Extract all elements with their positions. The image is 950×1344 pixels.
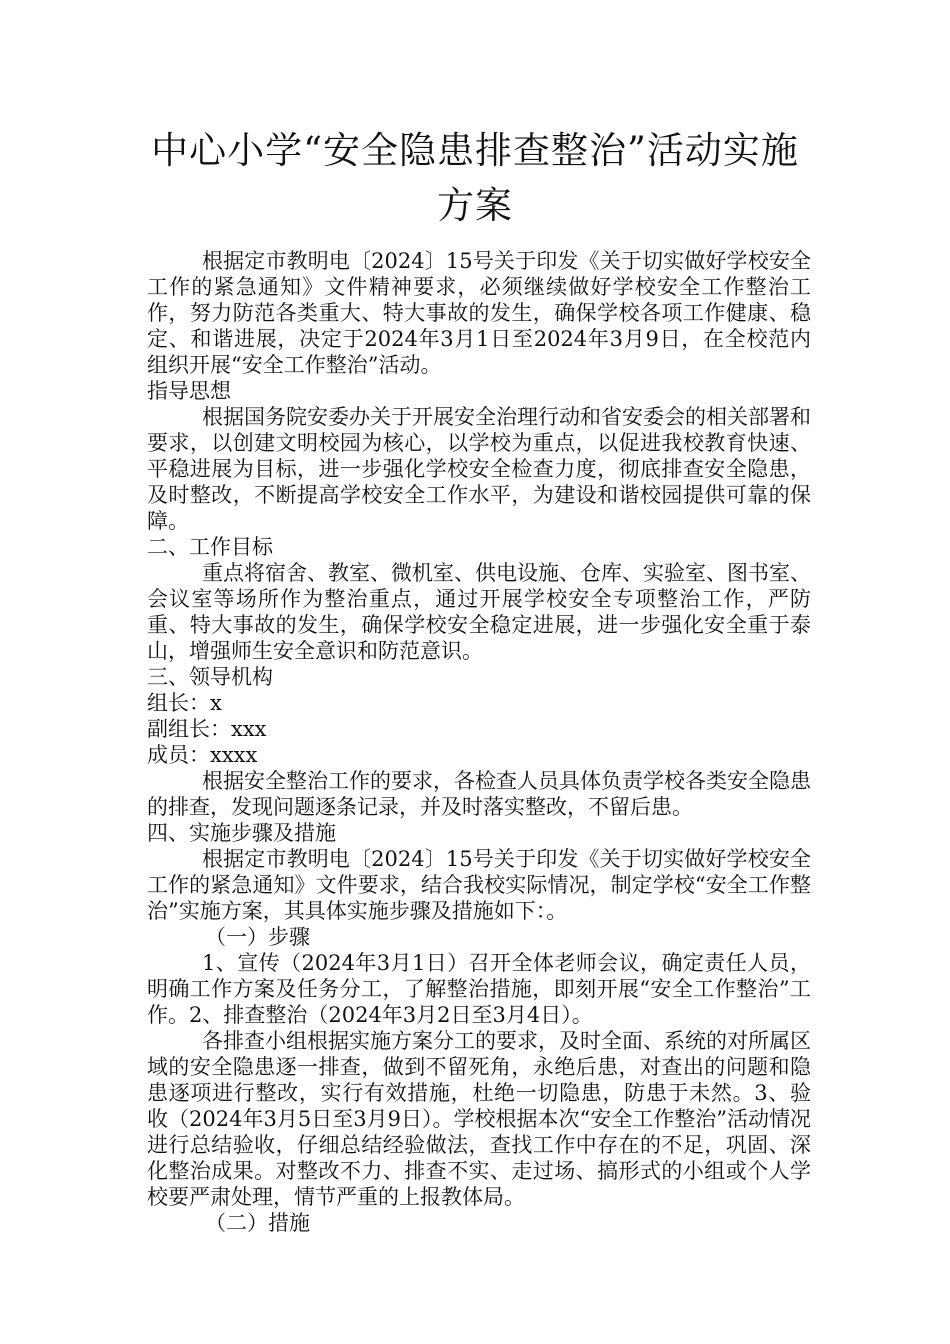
leader-line: 组长：x bbox=[147, 691, 222, 715]
intro-paragraph: 根据定市教明电〔2024〕15号关于印发《关于切实做好学校安全工作的紧急通知》文件精神要求，必须继续做好学校安全工作整治工作，努力防范各类重大、特大事故的发生，确保学校各项工作健康、稳定、和谐进展，决定于2024年3月1日至2024年3月9日，在全校范内组织开展“安全工作整治”活动。 bbox=[147, 249, 811, 377]
subsection-heading-steps: （一）步骤 bbox=[205, 925, 310, 949]
section-heading-leadership: 三、领导机构 bbox=[147, 665, 273, 689]
steps-measures-paragraph: 根据定市教明电〔2024〕15号关于印发《关于切实做好学校安全工作的紧急通知》文件要求，结合我校实际情况，制定学校“安全工作整治”实施方案，其具体实施步骤及措施如下：。 bbox=[147, 847, 811, 923]
step-publicity-paragraph: 1、宣传（2024年3月1日）召开全体老师会议，确定责任人员，明确工作方案及任务分工，了解整治措施，即刻开展“安全工作整治”工作。2、排查整治（2024年3月2日至3月4日）。 bbox=[147, 951, 811, 1027]
document-title-line-1: 中心小学“安全隐患排查整治”活动实施 bbox=[151, 129, 799, 172]
step-inspection-paragraph: 各排查小组根据实施方案分工的要求，及时全面、系统的对所属区域的安全隐患逐一排查，做到不留死角，永绝后患，对查出的问题和隐患逐项进行整改，实行有效措施，杜绝一切隐患，防患于未然。3、验收（2024年3月5日至3月9日）。学校根据本次“安全工作整治”活动情况进行总结验收，仔细总结经验做法，查找工作中存在的不足，巩固、深化整治成果。对整改不力、排查不实、走过场、搞形式的小组或个人学校要严肃处理，情节严重的上报教体局。 bbox=[147, 1029, 811, 1209]
members-line: 成员：xxxx bbox=[147, 743, 258, 767]
document-body bbox=[147, 248, 811, 1236]
section-heading-steps-measures: 四、实施步骤及措施 bbox=[147, 821, 336, 845]
document-title-line-2: 方案 bbox=[437, 184, 513, 227]
leadership-duty-paragraph: 根据安全整治工作的要求，各检查人员具体负责学校各类安全隐患的排查，发现问题逐条记录，并及时落实整改，不留后患。 bbox=[147, 769, 811, 819]
subsection-heading-measures: （二）措施 bbox=[205, 1211, 310, 1235]
deputy-leader-line: 副组长：xxx bbox=[147, 717, 267, 741]
guiding-ideology-paragraph: 根据国务院安委办关于开展安全治理行动和省安委会的相关部署和要求，以创建文明校园为核心，以学校为重点，以促进我校教育快速、平稳进展为目标，进一步强化学校安全检查力度，彻底排查安全隐患，及时整改，不断提高学校安全工作水平，为建设和谐校园提供可靠的保障。 bbox=[147, 405, 811, 533]
section-heading-guiding-ideology: 指导思想 bbox=[147, 379, 231, 403]
work-goals-paragraph: 重点将宿舍、教室、微机室、供电设施、仓库、实验室、图书室、会议室等场所作为整治重点，通过开展学校安全专项整治工作，严防重、特大事故的发生，确保学校安全稳定进展，进一步强化安全重于泰山，增强师生安全意识和防范意识。 bbox=[147, 561, 811, 663]
section-heading-work-goals: 二、工作目标 bbox=[147, 535, 273, 559]
